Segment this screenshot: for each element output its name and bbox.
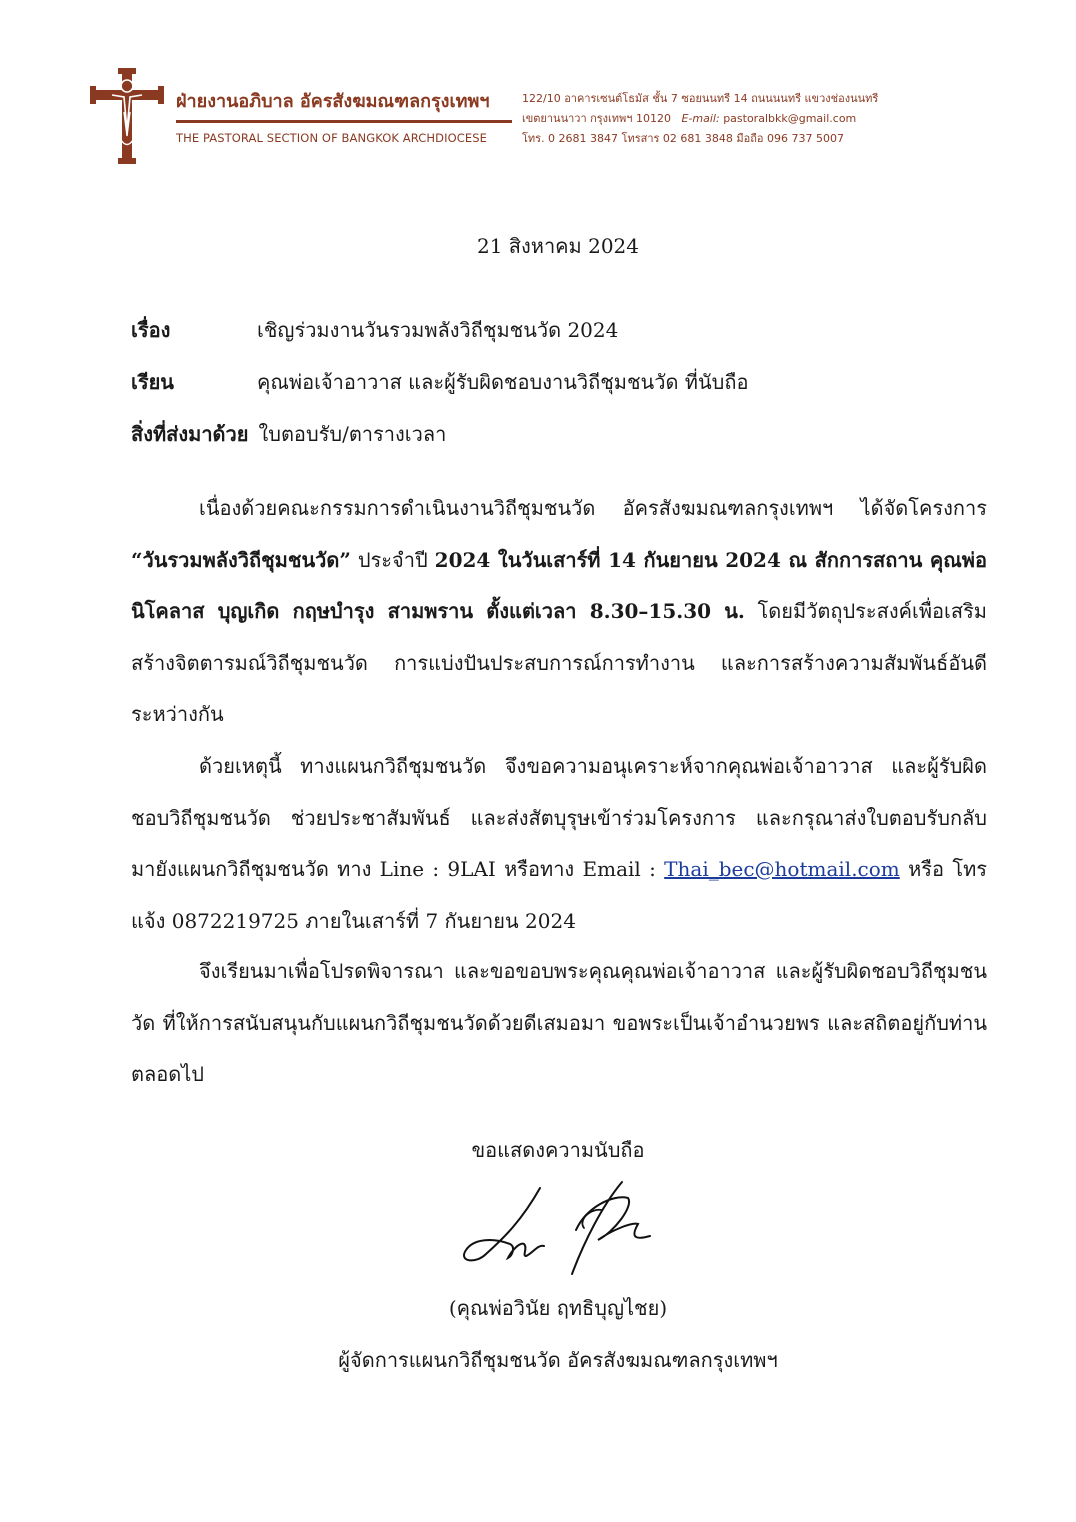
handwritten-signature (452, 1178, 662, 1280)
enclosure-row (131, 418, 446, 450)
p1-event-details: 2024 ในวันเสาร์ที่ 14 กันยายน 2024 ณ สักการสถาน คุณพ่อนิโคลาส บุญเกิด กฤษบำรุง สามพราน ตั้งแต่เวลา 8.30–15.30 น. (131, 547, 987, 623)
address-line-1: 122/10 อาคารเซนต์โธมัส ชั้น 7 ซอยนนทรี 14 ถนนนนทรี แขวงช่องนนทรี (522, 92, 879, 105)
recipient-row (131, 366, 748, 398)
recipient-text: คุณพ่อเจ้าอาวาส และผู้รับผิดชอบงานวิถีชุมชนวัด ที่นับถือ (257, 370, 749, 394)
subject-label: เรื่อง (131, 318, 171, 342)
org-name-english: THE PASTORAL SECTION OF BANGKOK ARCHDIOCESE (176, 131, 487, 145)
org-email: pastoralbkk@gmail.com (723, 112, 857, 125)
closing-salutation: ขอแสดงความนับถือ (471, 1138, 645, 1162)
letter-date: 21 สิงหาคม 2024 (476, 234, 639, 258)
letterhead-divider (176, 120, 512, 123)
signer-name: (คุณพ่อวินัย ฤทธิบุญไชย) (448, 1296, 668, 1320)
cross-emblem-icon (88, 66, 166, 166)
signer-position: ผู้จัดการแผนกวิถีชุมชนวัด อัครสังฆมณฑลกรุงเทพฯ (338, 1348, 778, 1372)
body-paragraph-2 (131, 741, 987, 947)
subject-row (131, 314, 618, 346)
org-name-thai: ฝ่ายงานอภิบาล อัครสังฆมณฑลกรุงเทพฯ (176, 91, 490, 112)
address-line-2 (522, 109, 917, 129)
phone-line: โทร. 0 2681 3847 โทรสาร 02 681 3848 มือถือ 096 737 5007 (522, 132, 844, 145)
enclosure-label: สิ่งที่ส่งมาด้วย (131, 422, 249, 446)
p2-request: ด้วยเหตุนี้ ทางแผนกวิถีชุมชนวัด จึงขอความอนุเคราะห์จากคุณพ่อเจ้าอาวาส และผู้รับผิดชอบวิถีชุมชนวัด ช่วยประชาสัมพันธ์ และส่งสัตบุรุษเข้าร่วมโครงการ และกรุณาส่งใบตอบรับกลับมายังแผนกวิถีชุมชนวัด ทาง Line : 9LAI หรือทาง Email : (131, 754, 987, 881)
p1-intro: เนื่องด้วยคณะกรรมการดำเนินงานวิถีชุมชนวัด อัครสังฆมณฑลกรุงเทพฯ ได้จัดโครงการ (199, 496, 987, 520)
body-paragraph-3 (131, 946, 987, 1101)
subject-text: เชิญร่วมงานวันรวมพลังวิถีชุมชนวัด 2024 (257, 318, 619, 342)
address-district: เขตยานนาวา กรุงเทพฯ 10120 (522, 112, 671, 125)
contact-info-block (522, 89, 917, 149)
email-label: E-mail: (681, 112, 720, 125)
p1-annual: ประจำปี (350, 547, 435, 572)
enclosure-text: ใบตอบรับ/ตารางเวลา (258, 422, 447, 446)
p2-deadline: หรือ โทรแจ้ง 0872219725 ภายในเสาร์ที่ 7 กันยายน 2024 (131, 857, 987, 933)
recipient-label: เรียน (131, 370, 174, 394)
p1-purpose: โดยมีวัตถุประสงค์เพื่อเสริมสร้างจิตตารมณ์วิถีชุมชนวัด การแบ่งปันประสบการณ์การทำงาน และการสร้างความสัมพันธ์อันดีระหว่างกัน (131, 599, 987, 726)
organization-name-block (176, 90, 512, 145)
reply-email-link[interactable]: Thai_bec@hotmail.com (664, 857, 900, 881)
p1-project-name: “วันรวมพลังวิถีชุมชนวัด” (131, 547, 351, 572)
body-paragraph-1 (131, 483, 987, 741)
p3-thanks: จึงเรียนมาเพื่อโปรดพิจารณา และขอขอบพระคุณคุณพ่อเจ้าอาวาส และผู้รับผิดชอบวิถีชุมชนวัด ที่ให้การสนับสนุนกับแผนกวิถีชุมชนวัดด้วยดีเสมอมา ขอพระเป็นเจ้าอำนวยพร และสถิตอยู่กับท่านตลอดไป (131, 959, 987, 1086)
